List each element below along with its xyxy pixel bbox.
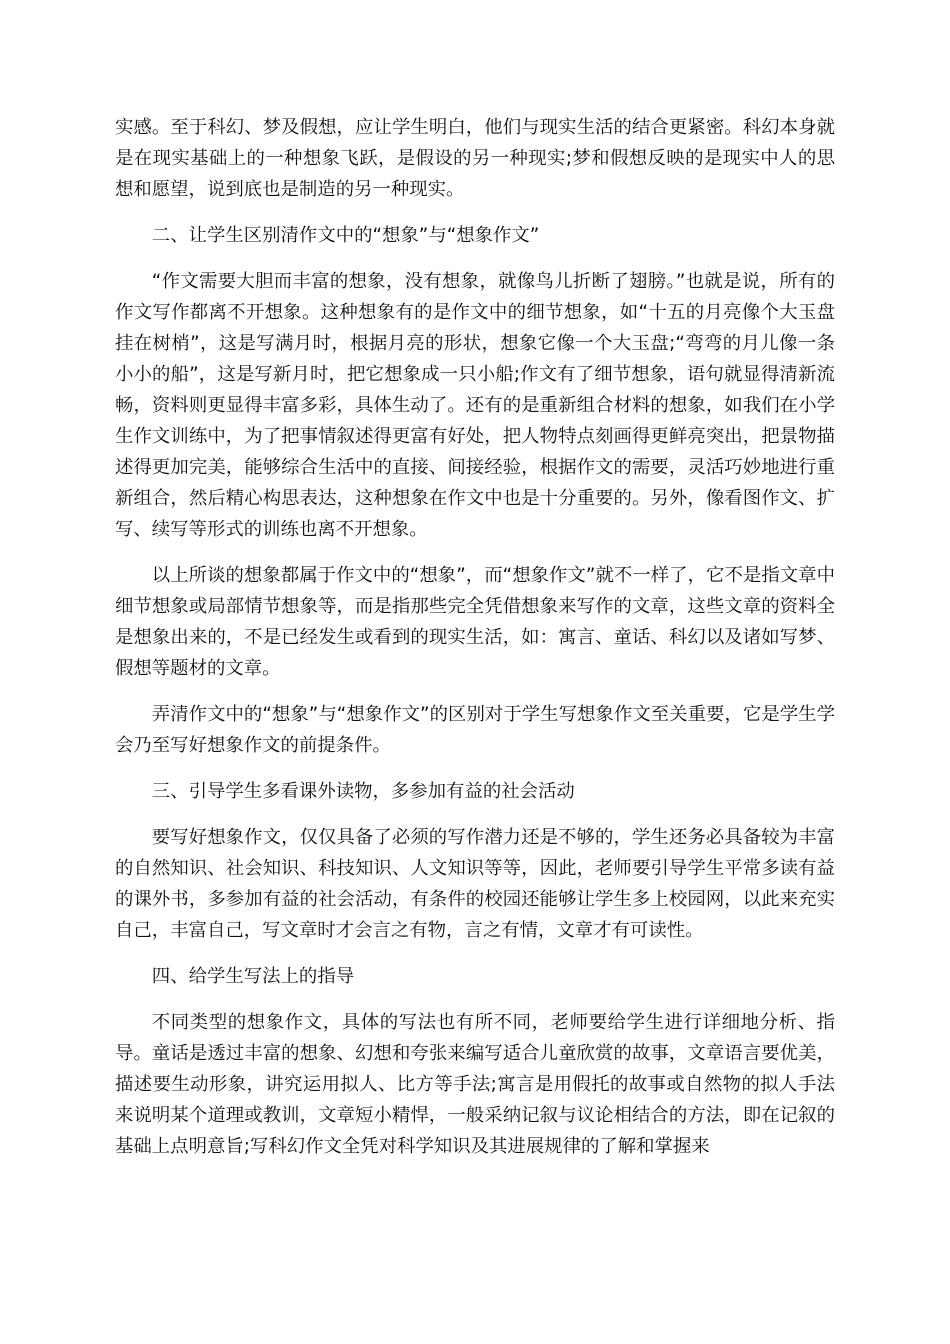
paragraph: “作文需要大胆而丰富的想象，没有想象，就像鸟儿折断了翅膀。”也就是说，所有的作文写作都离不开想象。这种想象有的是作文中的细节想象，如“十五的月亮像个大玉盘挂在树梢”，这是写满月时，根据月亮的形状，想象它像一个大玉盘;“弯弯的月儿像一条小小的船”，这是写新月时，把它想象成一只小船;作文有了细节想象，语句就显得清新流畅，资料则更显得丰富多彩，具体生动了。还有的是重新组合材料的想象，如我们在小学生作文训练中，为了把事情叙述得更富有好处，把人物特点刻画得更鲜亮突出，把景物描述得更加完美，能够综合生活中的直接、间接经验，根据作文的需要，灵活巧妙地进行重新组合，然后精心构思表达，这种想象在作文中也是十分重要的。另外，像看图作文、扩写、续写等形式的训练也离不开想象。 — [115, 271, 835, 540]
paragraph: 弄清作文中的“想象”与“想象作文”的区别对于学生写想象作文至关重要，它是学生学会乃至写好想象作文的前提条件。 — [115, 704, 835, 756]
section-heading-2: 二、让学生区别清作文中的“想象”与“想象作文” — [151, 225, 540, 246]
document-page — [115, 112, 835, 1177]
paragraph: 以上所谈的想象都属于作文中的“想象”，而“想象作文”就不一样了，它不是指文章中细节想象或局部情节想象等，而是指那些完全凭借想象来写作的文章，这些文章的资料全是想象出来的，不是已经发生或看到的现实生活，如：寓言、童话、科幻以及诸如写梦、假想等题材的文章。 — [115, 565, 835, 679]
paragraph: 不同类型的想象作文，具体的写法也有所不同，老师要给学生进行详细地分析、指导。童话是透过丰富的想象、幻想和夸张来编写适合儿童欣赏的故事，文章语言要优美，描述要生动形象，讲究运用拟人、比方等手法;寓言是用假托的故事或自然物的拟人手法来说明某个道理或教训，文章短小精悍，一般采纳记叙与议论相结合的方法，即在记叙的基础上点明意旨;写科幻作文全凭对科学知识及其进展规律的了解和掌握来 — [115, 1012, 835, 1157]
paragraph-continued: 实感。至于科幻、梦及假想，应让学生明白，他们与现实生活的结合更紧密。科幻本身就是在现实基础上的一种想象飞跃，是假设的另一种现实;梦和假想反映的是现实中人的思想和愿望，说到底也是制造的另一种现实。 — [115, 117, 835, 200]
section-heading-3: 三、引导学生多看课外读物，多参加有益的社会活动 — [151, 781, 575, 802]
section-heading-4: 四、给学生写法上的指导 — [151, 966, 355, 987]
paragraph: 要写好想象作文，仅仅具备了必须的写作潜力还是不够的，学生还务必具备较为丰富的自然知识、社会知识、科技知识、人文知识等等，因此，老师要引导学生平常多读有益的课外书，多参加有益的社会活动，有条件的校园还能够让学生多上校园网，以此来充实自己，丰富自己，写文章时才会言之有物，言之有情，文章才有可读性。 — [115, 827, 835, 941]
